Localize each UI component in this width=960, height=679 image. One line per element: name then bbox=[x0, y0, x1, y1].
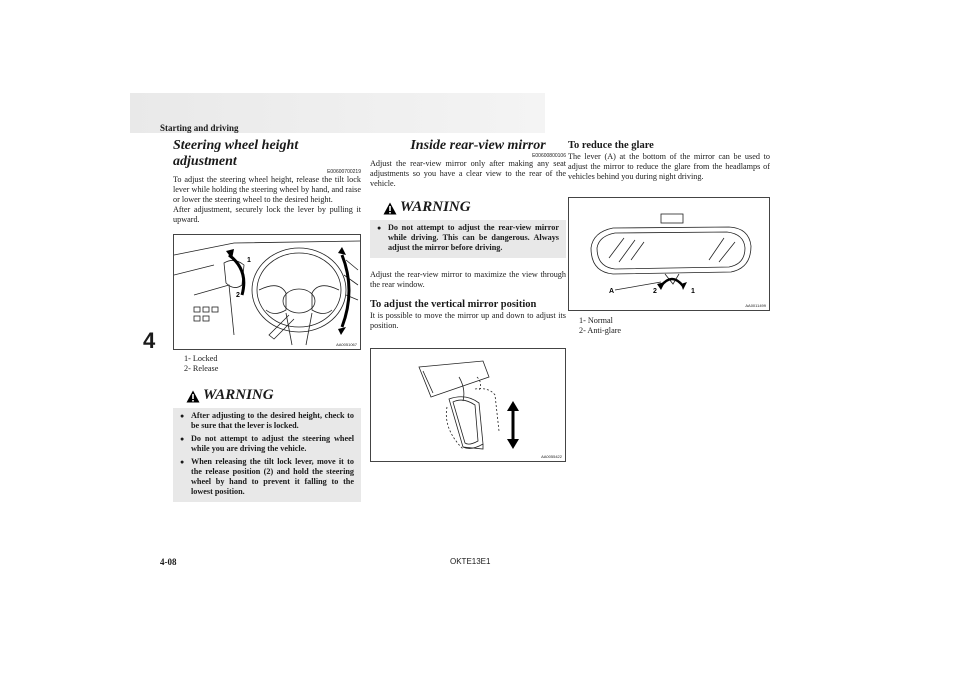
mirror-para1: Adjust the rear-view mirror only after making any seat adjustments so you have a clear view to the rear of the vehicle. bbox=[370, 159, 566, 188]
steering-label-2: 2 bbox=[236, 292, 240, 299]
vertical-figure-code: AA0055422 bbox=[541, 454, 562, 459]
column-steering bbox=[173, 138, 361, 502]
glare-text: The lever (A) at the bottom of the mirror can be used to adjust the mirror to reduce the glare from the headlamps of vehicles behind you during night driving. bbox=[568, 152, 770, 181]
steering-caption-2: 2- Release bbox=[184, 364, 219, 373]
glare-label-a: A bbox=[609, 288, 615, 295]
column-mirror bbox=[370, 138, 566, 462]
steering-code: E00600700219 bbox=[327, 169, 361, 175]
steering-para2: After adjustment, securely lock the lever by pulling it upward. bbox=[173, 205, 361, 224]
mirror-warning-item: ● Do not attempt to adjust the rear-view mirror while driving. This can be dangerous. Always adjust the mirror before driving. bbox=[377, 223, 559, 252]
steering-warning-item: ● After adjusting to the desired height, check to be sure that the lever is locked. bbox=[180, 411, 354, 430]
mirror-glare-illustration bbox=[569, 198, 769, 310]
column-glare bbox=[568, 140, 770, 336]
document-code: OKTE13E1 bbox=[450, 557, 491, 566]
vertical-text: It is possible to move the mirror up and down to adjust its position. bbox=[370, 311, 566, 330]
steering-figure-code: AA0051067 bbox=[336, 342, 357, 347]
glare-figure bbox=[568, 197, 770, 311]
steering-warning-item: ● When releasing the tilt lock lever, move it to the release position (2) and hold the steering wheel by hand to prevent it falling to the lowest position. bbox=[180, 457, 354, 496]
glare-figure-code: AA0011499 bbox=[745, 303, 766, 308]
bullet-dot-icon: ● bbox=[180, 412, 185, 420]
warning-triangle-icon bbox=[383, 202, 397, 215]
bullet-dot-icon: ● bbox=[180, 458, 185, 466]
steering-warning-box bbox=[173, 386, 361, 502]
glare-title: To reduce the glare bbox=[568, 140, 654, 151]
warning-triangle-icon bbox=[186, 390, 200, 403]
steering-figure bbox=[173, 234, 361, 350]
steering-title: Steering wheel height adjustment bbox=[173, 138, 299, 169]
steering-para1: To adjust the steering wheel height, release the tilt lock lever while holding the steering wheel by hand, and raise or lower the steering wheel to the desired height. bbox=[173, 175, 361, 204]
mirror-warning-box bbox=[370, 198, 566, 258]
glare-label-2: 2 bbox=[653, 288, 657, 295]
bullet-dot-icon: ● bbox=[377, 224, 382, 232]
glare-caption-2: 2- Anti-glare bbox=[579, 326, 622, 335]
steering-caption-1: 1- Locked bbox=[184, 354, 218, 363]
steering-wheel-illustration bbox=[174, 235, 360, 349]
glare-label-1: 1 bbox=[691, 288, 695, 295]
mirror-vertical-illustration bbox=[371, 349, 565, 461]
mirror-warning-label: WARNING bbox=[400, 199, 471, 215]
steering-warning-label: WARNING bbox=[203, 387, 274, 403]
bullet-dot-icon: ● bbox=[180, 435, 185, 443]
vertical-title: To adjust the vertical mirror position bbox=[370, 299, 537, 310]
mirror-code: E00600800106 bbox=[532, 153, 566, 159]
vertical-figure bbox=[370, 348, 566, 462]
page-number: 4-08 bbox=[160, 557, 177, 567]
chapter-tab-number: 4 bbox=[143, 328, 156, 353]
steering-label-1: 1 bbox=[247, 257, 251, 264]
mirror-para2: Adjust the rear-view mirror to maximize the view through the rear window. bbox=[370, 270, 566, 289]
mirror-title: Inside rear-view mirror bbox=[410, 138, 546, 153]
section-title: Starting and driving bbox=[160, 123, 239, 133]
glare-caption-1: 1- Normal bbox=[579, 316, 613, 325]
steering-warning-item: ● Do not attempt to adjust the steering wheel while you are driving the vehicle. bbox=[180, 434, 354, 453]
